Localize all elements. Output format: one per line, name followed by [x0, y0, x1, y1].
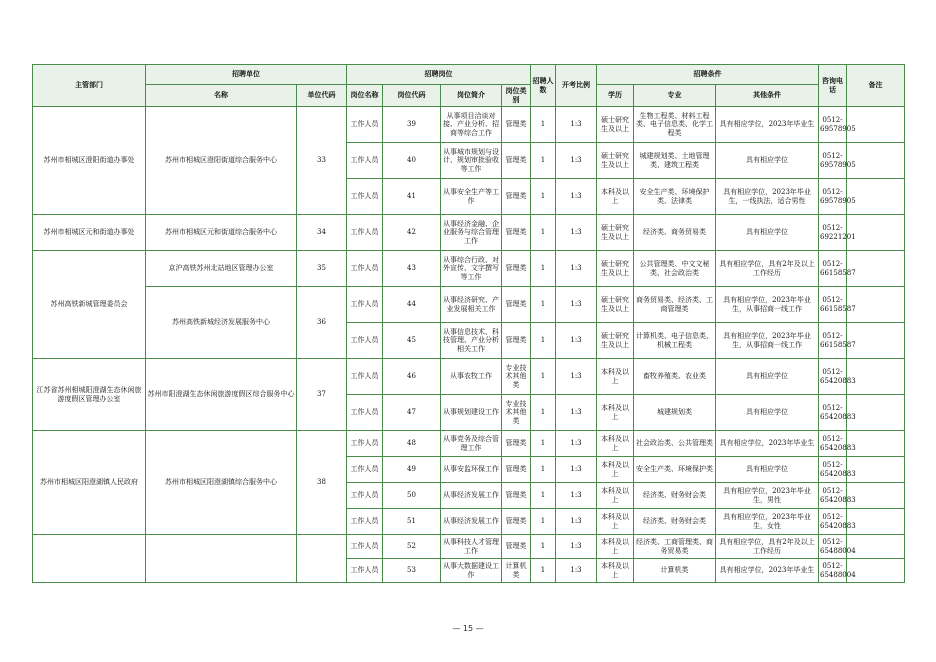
- major-cell: 公共管理类、中文文秘类、社会政治类: [634, 251, 716, 287]
- position-intro-cell: 从事经济研究、产业发展相关工作: [441, 287, 502, 323]
- position-name-cell: 工作人员: [347, 179, 383, 215]
- position-intro-cell: 从事城市规划与设计、规划审批验收等工作: [441, 143, 502, 179]
- position-intro-cell: 从事经济发展工作: [441, 483, 502, 509]
- phone-cell: 0512-65420883: [819, 483, 847, 509]
- dept-cell: 苏州高铁新城管理委员会: [33, 251, 146, 359]
- position-name-cell: 工作人员: [347, 323, 383, 359]
- other-conditions-cell: 具有相应学位，2023年毕业生，女性: [716, 509, 819, 535]
- table-row: [33, 215, 905, 251]
- header-position-intro: 岗位简介: [441, 85, 502, 107]
- ratio-cell: 1:3: [556, 535, 597, 559]
- position-intro-cell: 从事大数据建设工作: [441, 559, 502, 583]
- other-conditions-cell: 具有相应学位，2023年毕业生: [716, 107, 819, 143]
- major-cell: 经济类、财务财会类: [634, 483, 716, 509]
- count-cell: 1: [531, 431, 556, 457]
- position-intro-cell: 从事项目洽谈对接、产业分析、招商等综合工作: [441, 107, 502, 143]
- table-row: [33, 535, 905, 559]
- other-conditions-cell: 具有相应学位，2023年毕业生，一线执法，适合男性: [716, 179, 819, 215]
- position-code-cell: 50: [383, 483, 441, 509]
- position-intro-cell: 从事科技人才管理工作: [441, 535, 502, 559]
- ratio-cell: 1:3: [556, 107, 597, 143]
- position-intro-cell: 从事信息技术、科技管理、产业分析相关工作: [441, 323, 502, 359]
- position-category-cell: 管理类: [502, 323, 531, 359]
- header-unit-code: 单位代码: [297, 85, 347, 107]
- position-category-cell: 计算机类: [502, 559, 531, 583]
- dept-cell: 苏州市相城区澄阳街道办事处: [33, 107, 146, 215]
- major-cell: 经济类、财务财会类: [634, 509, 716, 535]
- phone-cell: 0512-65488004: [819, 559, 847, 583]
- major-cell: 安全生产类、环境保护类、法律类: [634, 179, 716, 215]
- dept-cell: 苏州市相城区元和街道办事处: [33, 215, 146, 251]
- ratio-cell: 1:3: [556, 457, 597, 483]
- header-position-code: 岗位代码: [383, 85, 441, 107]
- dept-cell: 苏州市相城区阳澄湖镇人民政府: [33, 431, 146, 535]
- position-intro-cell: 从事规划建设工作: [441, 395, 502, 431]
- count-cell: 1: [531, 215, 556, 251]
- ratio-cell: 1:3: [556, 483, 597, 509]
- position-code-cell: 53: [383, 559, 441, 583]
- table-row: [33, 431, 905, 457]
- count-cell: 1: [531, 287, 556, 323]
- position-intro-cell: 从事经济金融、企业服务与综合管理工作: [441, 215, 502, 251]
- position-category-cell: 管理类: [502, 251, 531, 287]
- position-intro-cell: 从事农牧工作: [441, 359, 502, 395]
- position-category-cell: 管理类: [502, 431, 531, 457]
- phone-cell: 0512-66158587: [819, 323, 847, 359]
- ratio-cell: 1:3: [556, 143, 597, 179]
- position-code-cell: 42: [383, 215, 441, 251]
- position-category-cell: 管理类: [502, 215, 531, 251]
- count-cell: 1: [531, 509, 556, 535]
- unit-code-cell: 37: [297, 359, 347, 431]
- count-cell: 1: [531, 483, 556, 509]
- count-cell: 1: [531, 323, 556, 359]
- table-row: [33, 107, 905, 143]
- position-category-cell: 管理类: [502, 143, 531, 179]
- header-position-name: 岗位名称: [347, 85, 383, 107]
- position-category-cell: 管理类: [502, 535, 531, 559]
- education-cell: 硕士研究生及以上: [597, 287, 634, 323]
- major-cell: 商务贸易类、经济类、工商管理类: [634, 287, 716, 323]
- education-cell: 硕士研究生及以上: [597, 143, 634, 179]
- phone-cell: 0512-69578905: [819, 179, 847, 215]
- header-remark: 备注: [847, 65, 905, 107]
- phone-cell: 0512-69578905: [819, 143, 847, 179]
- ratio-cell: 1:3: [556, 215, 597, 251]
- phone-cell: 0512-65420883: [819, 359, 847, 395]
- other-conditions-cell: 具有相应学位: [716, 457, 819, 483]
- phone-cell: 0512-66158587: [819, 251, 847, 287]
- other-conditions-cell: 具有相应学位，具有2年及以上工作经历: [716, 535, 819, 559]
- ratio-cell: 1:3: [556, 251, 597, 287]
- education-cell: 本科及以上: [597, 457, 634, 483]
- count-cell: 1: [531, 395, 556, 431]
- position-code-cell: 43: [383, 251, 441, 287]
- ratio-cell: 1:3: [556, 179, 597, 215]
- count-cell: 1: [531, 251, 556, 287]
- other-conditions-cell: 具有相应学位，2023年毕业生: [716, 431, 819, 457]
- education-cell: 本科及以上: [597, 179, 634, 215]
- other-conditions-cell: 具有相应学位: [716, 215, 819, 251]
- major-cell: 计算机类: [634, 559, 716, 583]
- position-category-cell: 管理类: [502, 179, 531, 215]
- major-cell: 经济类、工商管理类、商务贸易类: [634, 535, 716, 559]
- ratio-cell: 1:3: [556, 509, 597, 535]
- other-conditions-cell: 具有相应学位，2023年毕业生: [716, 559, 819, 583]
- position-code-cell: 40: [383, 143, 441, 179]
- recruitment-table-page: [32, 64, 904, 583]
- phone-cell: 0512-65420883: [819, 395, 847, 431]
- page-number: — 15 —: [452, 624, 484, 633]
- header-major: 专业: [634, 85, 716, 107]
- count-cell: 1: [531, 457, 556, 483]
- education-cell: 硕士研究生及以上: [597, 323, 634, 359]
- major-cell: 计算机类、电子信息类、机械工程类: [634, 323, 716, 359]
- position-name-cell: 工作人员: [347, 143, 383, 179]
- count-cell: 1: [531, 359, 556, 395]
- unit-code-cell: [297, 535, 347, 583]
- education-cell: 本科及以上: [597, 483, 634, 509]
- header-count: 招聘人数: [531, 65, 556, 107]
- position-name-cell: 工作人员: [347, 483, 383, 509]
- major-cell: 城建规划类: [634, 395, 716, 431]
- phone-cell: 0512-65488004: [819, 535, 847, 559]
- major-cell: 畜牧养殖类、农业类: [634, 359, 716, 395]
- position-code-cell: 45: [383, 323, 441, 359]
- header-unit-group: 招聘单位: [146, 65, 347, 85]
- unit-code-cell: 33: [297, 107, 347, 215]
- major-cell: 城建规划类、土地管理类、建筑工程类: [634, 143, 716, 179]
- position-code-cell: 39: [383, 107, 441, 143]
- phone-cell: 0512-69221201: [819, 215, 847, 251]
- count-cell: 1: [531, 559, 556, 583]
- other-conditions-cell: 具有相应学位，2023年毕业生，从事招商一线工作: [716, 323, 819, 359]
- position-name-cell: 工作人员: [347, 535, 383, 559]
- education-cell: 硕士研究生及以上: [597, 251, 634, 287]
- position-name-cell: 工作人员: [347, 457, 383, 483]
- other-conditions-cell: 具有相应学位，2023年毕业生，男性: [716, 483, 819, 509]
- other-conditions-cell: 具有相应学位: [716, 143, 819, 179]
- position-code-cell: 44: [383, 287, 441, 323]
- position-name-cell: 工作人员: [347, 215, 383, 251]
- major-cell: 社会政治类、公共管理类: [634, 431, 716, 457]
- header-position-group: 招聘岗位: [347, 65, 531, 85]
- position-category-cell: 管理类: [502, 107, 531, 143]
- unit-name-cell: 苏州市相城区元和街道综合服务中心: [146, 215, 297, 251]
- header-other-conditions: 其他条件: [716, 85, 819, 107]
- position-code-cell: 46: [383, 359, 441, 395]
- position-category-cell: 管理类: [502, 457, 531, 483]
- position-name-cell: 工作人员: [347, 395, 383, 431]
- education-cell: 硕士研究生及以上: [597, 215, 634, 251]
- unit-name-cell: 苏州市相城区阳澄湖镇综合服务中心: [146, 431, 297, 535]
- count-cell: 1: [531, 143, 556, 179]
- table-row: [33, 359, 905, 395]
- position-name-cell: 工作人员: [347, 431, 383, 457]
- position-name-cell: 工作人员: [347, 559, 383, 583]
- education-cell: 本科及以上: [597, 431, 634, 457]
- unit-name-cell: 苏州市阳澄湖生态休闲旅游度假区综合服务中心: [146, 359, 297, 431]
- position-code-cell: 47: [383, 395, 441, 431]
- phone-cell: 0512-65420883: [819, 509, 847, 535]
- table-row: [33, 251, 905, 287]
- position-intro-cell: 从事经济发展工作: [441, 509, 502, 535]
- other-conditions-cell: 具有相应学位，具有2年及以上工作经历: [716, 251, 819, 287]
- position-category-cell: 专业技术其他类: [502, 359, 531, 395]
- position-category-cell: 管理类: [502, 483, 531, 509]
- education-cell: 本科及以上: [597, 559, 634, 583]
- unit-code-cell: 36: [297, 287, 347, 359]
- unit-code-cell: 34: [297, 215, 347, 251]
- recruitment-table: [32, 64, 905, 583]
- header-ratio: 开考比例: [556, 65, 597, 107]
- unit-code-cell: 38: [297, 431, 347, 535]
- ratio-cell: 1:3: [556, 431, 597, 457]
- ratio-cell: 1:3: [556, 323, 597, 359]
- position-name-cell: 工作人员: [347, 107, 383, 143]
- table-row: [33, 287, 905, 323]
- ratio-cell: 1:3: [556, 395, 597, 431]
- position-name-cell: 工作人员: [347, 359, 383, 395]
- header-conditions-group: 招聘条件: [597, 65, 819, 85]
- education-cell: 本科及以上: [597, 509, 634, 535]
- unit-name-cell: [146, 535, 297, 583]
- other-conditions-cell: 具有相应学位，2023年毕业生，从事招商一线工作: [716, 287, 819, 323]
- position-name-cell: 工作人员: [347, 509, 383, 535]
- unit-name-cell: 京沪高铁苏州北站地区管理办公室: [146, 251, 297, 287]
- major-cell: 安全生产类、环境保护类: [634, 457, 716, 483]
- dept-cell: 江苏省苏州相城阳澄湖生态休闲旅游度假区管理办公室: [33, 359, 146, 431]
- education-cell: 本科及以上: [597, 395, 634, 431]
- count-cell: 1: [531, 179, 556, 215]
- count-cell: 1: [531, 535, 556, 559]
- count-cell: 1: [531, 107, 556, 143]
- position-code-cell: 51: [383, 509, 441, 535]
- ratio-cell: 1:3: [556, 559, 597, 583]
- unit-name-cell: 苏州高铁新城经济发展服务中心: [146, 287, 297, 359]
- phone-cell: 0512-65420883: [819, 457, 847, 483]
- ratio-cell: 1:3: [556, 359, 597, 395]
- position-code-cell: 49: [383, 457, 441, 483]
- header-education: 学历: [597, 85, 634, 107]
- phone-cell: 0512-65420883: [819, 431, 847, 457]
- position-code-cell: 41: [383, 179, 441, 215]
- major-cell: 生物工程类、材料工程类、电子信息类、化学工程类: [634, 107, 716, 143]
- unit-name-cell: 苏州市相城区澄阳街道综合服务中心: [146, 107, 297, 215]
- other-conditions-cell: 具有相应学位: [716, 395, 819, 431]
- position-intro-cell: 从事综合行政、对外宣传、文字撰写等工作: [441, 251, 502, 287]
- education-cell: 硕士研究生及以上: [597, 107, 634, 143]
- dept-cell: [33, 535, 146, 583]
- header-phone: 咨询电话: [819, 65, 847, 107]
- position-category-cell: 管理类: [502, 287, 531, 323]
- unit-code-cell: 35: [297, 251, 347, 287]
- phone-cell: 0512-69578905: [819, 107, 847, 143]
- education-cell: 本科及以上: [597, 359, 634, 395]
- major-cell: 经济类、商务贸易类: [634, 215, 716, 251]
- position-category-cell: 管理类: [502, 509, 531, 535]
- other-conditions-cell: 具有相应学位: [716, 359, 819, 395]
- phone-cell: 0512-66158587: [819, 287, 847, 323]
- ratio-cell: 1:3: [556, 287, 597, 323]
- position-name-cell: 工作人员: [347, 251, 383, 287]
- education-cell: 本科及以上: [597, 535, 634, 559]
- position-intro-cell: 从事安全生产等工作: [441, 179, 502, 215]
- header-position-category: 岗位类别: [502, 85, 531, 107]
- header-dept: 主管部门: [33, 65, 146, 107]
- position-intro-cell: 从事安监环保工作: [441, 457, 502, 483]
- position-code-cell: 48: [383, 431, 441, 457]
- position-category-cell: 专业技术其他类: [502, 395, 531, 431]
- position-name-cell: 工作人员: [347, 287, 383, 323]
- position-intro-cell: 从事党务及综合管理工作: [441, 431, 502, 457]
- header-unit-name: 名称: [146, 85, 297, 107]
- position-code-cell: 52: [383, 535, 441, 559]
